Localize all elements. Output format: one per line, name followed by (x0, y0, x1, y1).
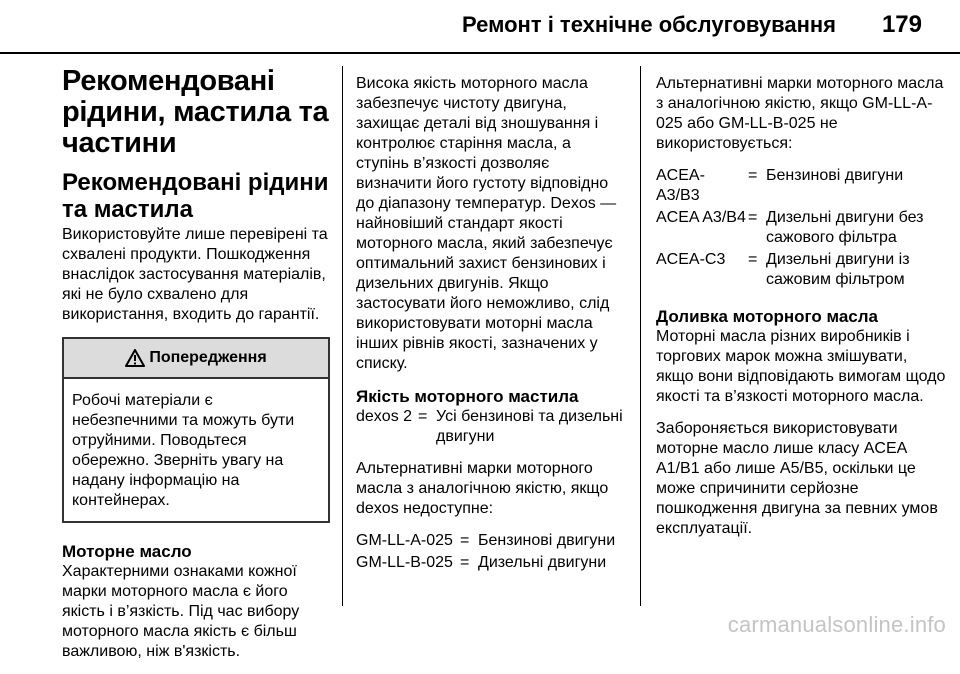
alt-acea-paragraph: Альтернативні марки моторного масла з аналогічною якістю, якщо GM-LL-A-025 або GM-LL-B-025 не використовується: (656, 75, 944, 152)
spec-equals: = (460, 532, 470, 549)
engine-oil-paragraph: Характерними ознаками кожної марки моторного масла є його якість і в’язкість. Під час вибору моторного масла якість є більш важливою, ніж в'язкість. (62, 563, 300, 660)
spec-code: ACEA A3/B4 (656, 209, 746, 226)
warning-box (62, 337, 330, 523)
spec-code: GM-LL-A-025 (356, 532, 453, 549)
spec-description: Дизельні двигуни (478, 554, 607, 571)
spec-code: ACEA-C3 (656, 251, 726, 268)
engine-oil-heading: Моторне масло (62, 542, 192, 561)
watermark: carmanualsonline.info (727, 612, 946, 637)
spec-code: ACEA-A3/B3 (656, 167, 705, 204)
warning-triangle-icon (125, 349, 145, 367)
gm-spec-table (356, 531, 628, 573)
spec-description: Бензинові двигуни (766, 167, 904, 184)
warning-title: Попередження (149, 349, 267, 366)
spec-equals: = (418, 408, 428, 425)
topup-heading: Доливка моторного масла (656, 307, 878, 326)
header-rule (0, 52, 960, 54)
topup-paragraph: Моторні масла різних виробників і торгових марок можна змішувати, якщо вони відповідають вимогам щодо якості та в’язкості моторного масла. (656, 328, 946, 405)
spec-description: Дизельні двигуни без сажового фільтра (766, 209, 924, 246)
column-1 (62, 66, 330, 674)
oil-quality-paragraph: Висока якість моторного масла забезпечує чистоту двигуна, захищає деталі від зношування і контролює старіння масла, а ступінь в’язкості дозволяє визначити його густоту відповідно до діапазону температур. Dexos — найновіший стандарт якості моторного масла, який забезпечує оптимальний захист бензинових і дизельних двигунів. Якщо застосувати його неможливо, слід використовувати моторні масла інших рівнів якості, зазначених у списку. (356, 75, 617, 372)
column-3 (656, 74, 948, 551)
warning-header (64, 339, 328, 379)
spec-code: dexos 2 (356, 408, 413, 425)
running-header-title: Ремонт і технічне обслуговування (462, 12, 836, 37)
spec-equals: = (748, 251, 758, 268)
dexos-spec-table (356, 407, 628, 447)
column-2 (356, 74, 628, 585)
acea-spec-table (656, 166, 948, 290)
subsection-title: Рекомендовані рідини та мастила (62, 169, 329, 223)
spec-equals: = (748, 209, 758, 226)
forbid-paragraph: Забороняється використовувати моторне масло лише класу ACEA A1/B1 або лише A5/B5, оскільки це може спричинити серйозне пошкодження двигуна за певних умов експлуатації. (656, 420, 938, 537)
intro-paragraph: Використовуйте лише перевірені та схвалені продукти. Пошкодження внаслідок застосування матеріалів, які не було схвалено для використання, входить до гарантії. (62, 226, 328, 323)
spec-description: Усі бензинові та дизельні двигуни (436, 408, 623, 445)
spec-description: Бензинові двигуни (478, 532, 616, 549)
oil-quality-heading: Якість моторного мастила (356, 387, 579, 406)
spec-code: GM-LL-B-025 (356, 554, 453, 571)
column-divider-2 (640, 66, 641, 606)
spec-equals: = (748, 167, 758, 184)
section-title: Рекомендовані рідини, мастила та частини (62, 65, 329, 159)
alt-oil-paragraph: Альтернативні марки моторного масла з аналогічною якістю, якщо dexos недоступне: (356, 460, 609, 517)
warning-body: Робочі матеріали є небезпечними та можуть бути отруйними. Поводьтеся обережно. Зверніть увагу на надану інформацію на контейнерах. (72, 392, 295, 509)
spec-equals: = (460, 554, 470, 571)
column-divider-1 (342, 66, 343, 606)
spec-description: Дизельні двигуни із сажовим фільтром (766, 251, 910, 288)
page-number: 179 (881, 11, 922, 38)
